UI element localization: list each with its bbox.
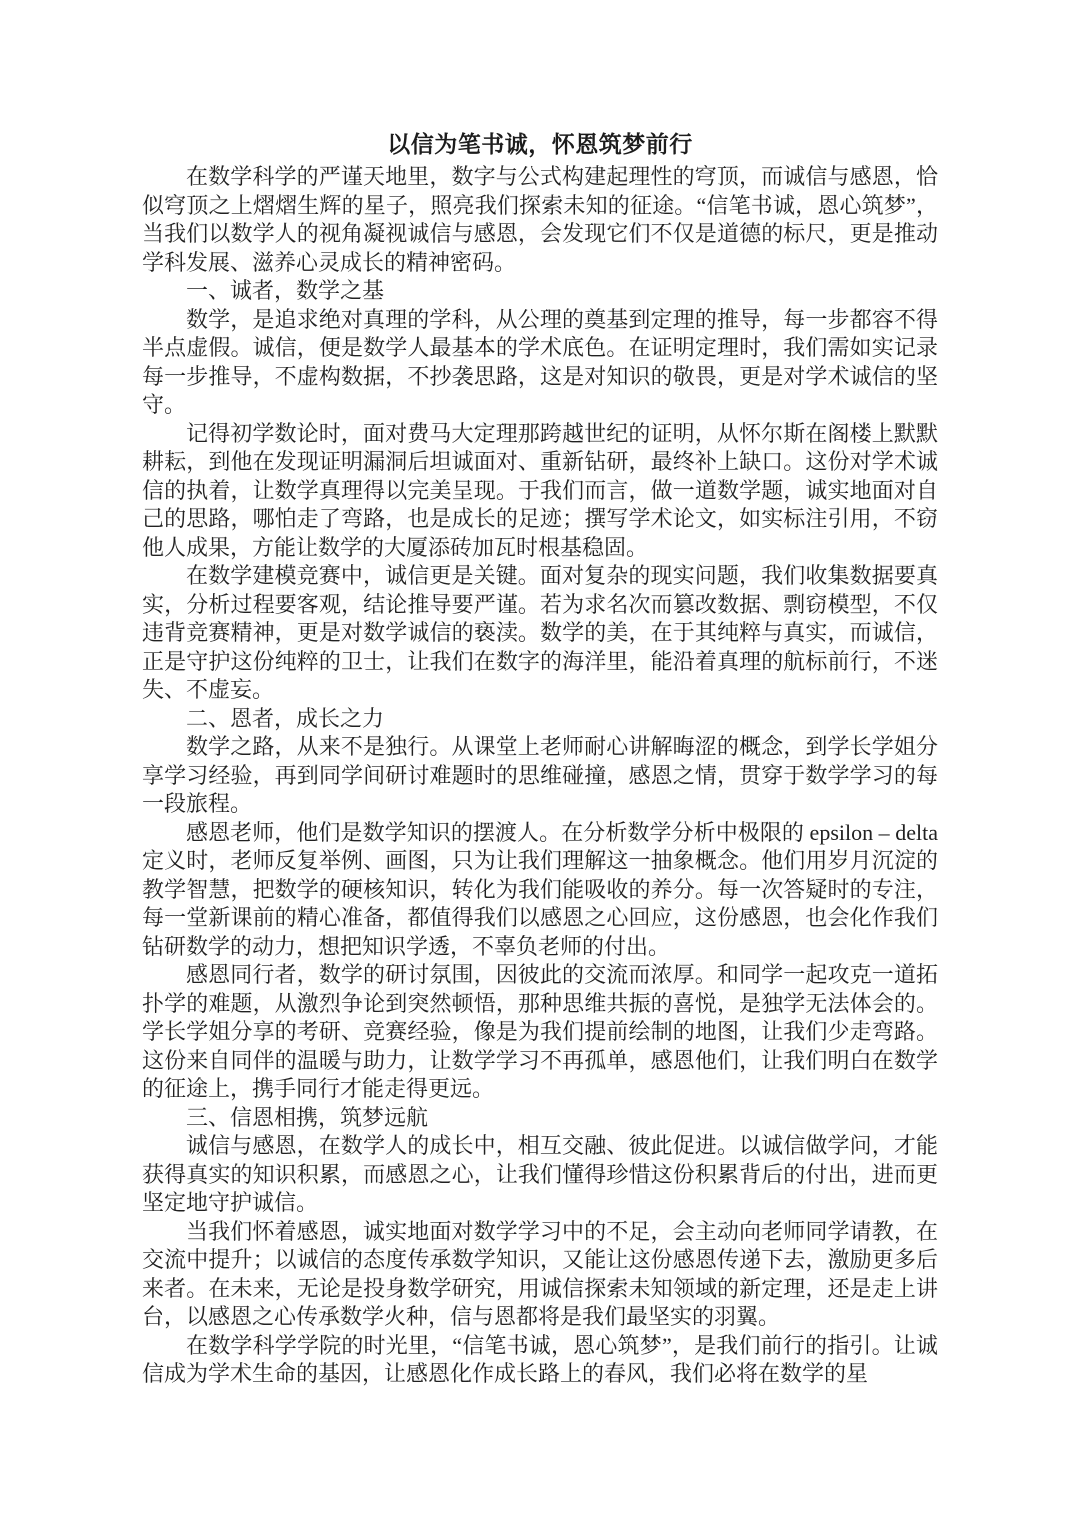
document-title: 以信为笔书诚，怀恩筑梦前行 (387, 132, 693, 157)
body-paragraph: 感恩同行者，数学的研讨氛围，因彼此的交流而浓厚。和同学一起攻克一道拓扑学的难题，从激烈争论到突然顿悟，那种思维共振的喜悦，是独学无法体会的。学长学姐分享的考研、竞赛经验，像是为我们提前绘制的地图，让我们少走弯路。这份来自同伴的温暖与助力，让数学学习不再孤单，感恩他们，让我们明白在数学的征途上，携手同行才能走得更远。 (142, 962, 938, 1101)
body-paragraph: 诚信与感恩，在数学人的成长中，相互交融、彼此促进。以诚信做学问，才能获得真实的知识积累，而感恩之心，让我们懂得珍惜这份积累背后的付出，进而更坚定地守护诚信。 (142, 1133, 938, 1215)
body-paragraph: 记得初学数论时，面对费马大定理那跨越世纪的证明，从怀尔斯在阁楼上默默耕耘，到他在发现证明漏洞后坦诚面对、重新钻研，最终补上缺口。这份对学术诚信的执着，让数学真理得以完美呈现。于我们而言，做一道数学题，诚实地面对自己的思路，哪怕走了弯路，也是成长的足迹；撰写学术论文，如实标注引用，不窃他人成果，方能让数学的大厦添砖加瓦时根基稳固。 (142, 420, 938, 560)
body-paragraph: 在数学建模竞赛中，诚信更是关键。面对复杂的现实问题，我们收集数据要真实，分析过程要客观，结论推导要严谨。若为求名次而篡改数据、剽窃模型，不仅违背竞赛精神，更是对数学诚信的亵渎。数学的美，在于其纯粹与真实，而诚信，正是守护这份纯粹的卫士，让我们在数字的海洋里，能沿着真理的航标前行，不迷失、不虚妄。 (142, 563, 938, 702)
body-paragraph: 当我们怀着感恩，诚实地面对数学学习中的不足，会主动向老师同学请教，在交流中提升；以诚信的态度传承数学知识，又能让这份感恩传递下去，激励更多后来者。在未来，无论是投身数学研究，用诚信探索未知领域的新定理，还是走上讲台，以感恩之心传承数学火种，信与恩都将是我们最坚实的羽翼。 (142, 1218, 938, 1329)
body-paragraph: 感恩老师，他们是数学知识的摆渡人。在分析数学分析中极限的 epsilon – delta 定义时，老师反复举例、画图，只为让我们理解这一抽象概念。他们用岁月沉淀的教学智慧，把数学的硬核知识，转化为我们能吸收的养分。每一次答疑时的专注，每一堂新课前的精心准备，都值得我们以感恩之心回应，这份感恩，也会化作我们钻研数学的动力，想把知识学透，不辜负老师的付出。 (142, 819, 938, 959)
body-paragraph: 在数学科学的严谨天地里，数字与公式构建起理性的穹顶，而诚信与感恩，恰似穹顶之上熠熠生辉的星子，照亮我们探索未知的征途。“信笔书诚，恩心筑梦”，当我们以数学人的视角凝视诚信与感恩，会发现它们不仅是道德的标尺，更是推动学科发展、滋养心灵成长的精神密码。 (142, 164, 938, 275)
section-heading: 三、信恩相携，筑梦远航 (186, 1104, 429, 1130)
body-paragraph: 数学之路，从来不是独行。从课堂上老师耐心讲解晦涩的概念，到学长学姐分享学习经验，再到同学间研讨难题时的思维碰撞，感恩之情，贯穿于数学学习的每一段旅程。 (142, 734, 938, 816)
section-heading: 二、恩者，成长之力 (186, 705, 385, 731)
section-heading: 一、诚者，数学之基 (186, 278, 385, 303)
body-paragraph: 数学，是追求绝对真理的学科，从公理的奠基到定理的推导，每一步都容不得半点虚假。诚信，便是数学人最基本的学术底色。在证明定理时，我们需如实记录每一步推导，不虚构数据，不抄袭思路，这是对知识的敬畏，更是对学术诚信的坚守。 (142, 306, 938, 417)
document-body (142, 163, 938, 1389)
document-content (142, 126, 938, 1389)
body-paragraph: 在数学科学学院的时光里，“信笔书诚，恩心筑梦”，是我们前行的指引。让诚信成为学术生命的基因，让感恩化作成长路上的春风，我们必将在数学的星 (142, 1332, 938, 1386)
